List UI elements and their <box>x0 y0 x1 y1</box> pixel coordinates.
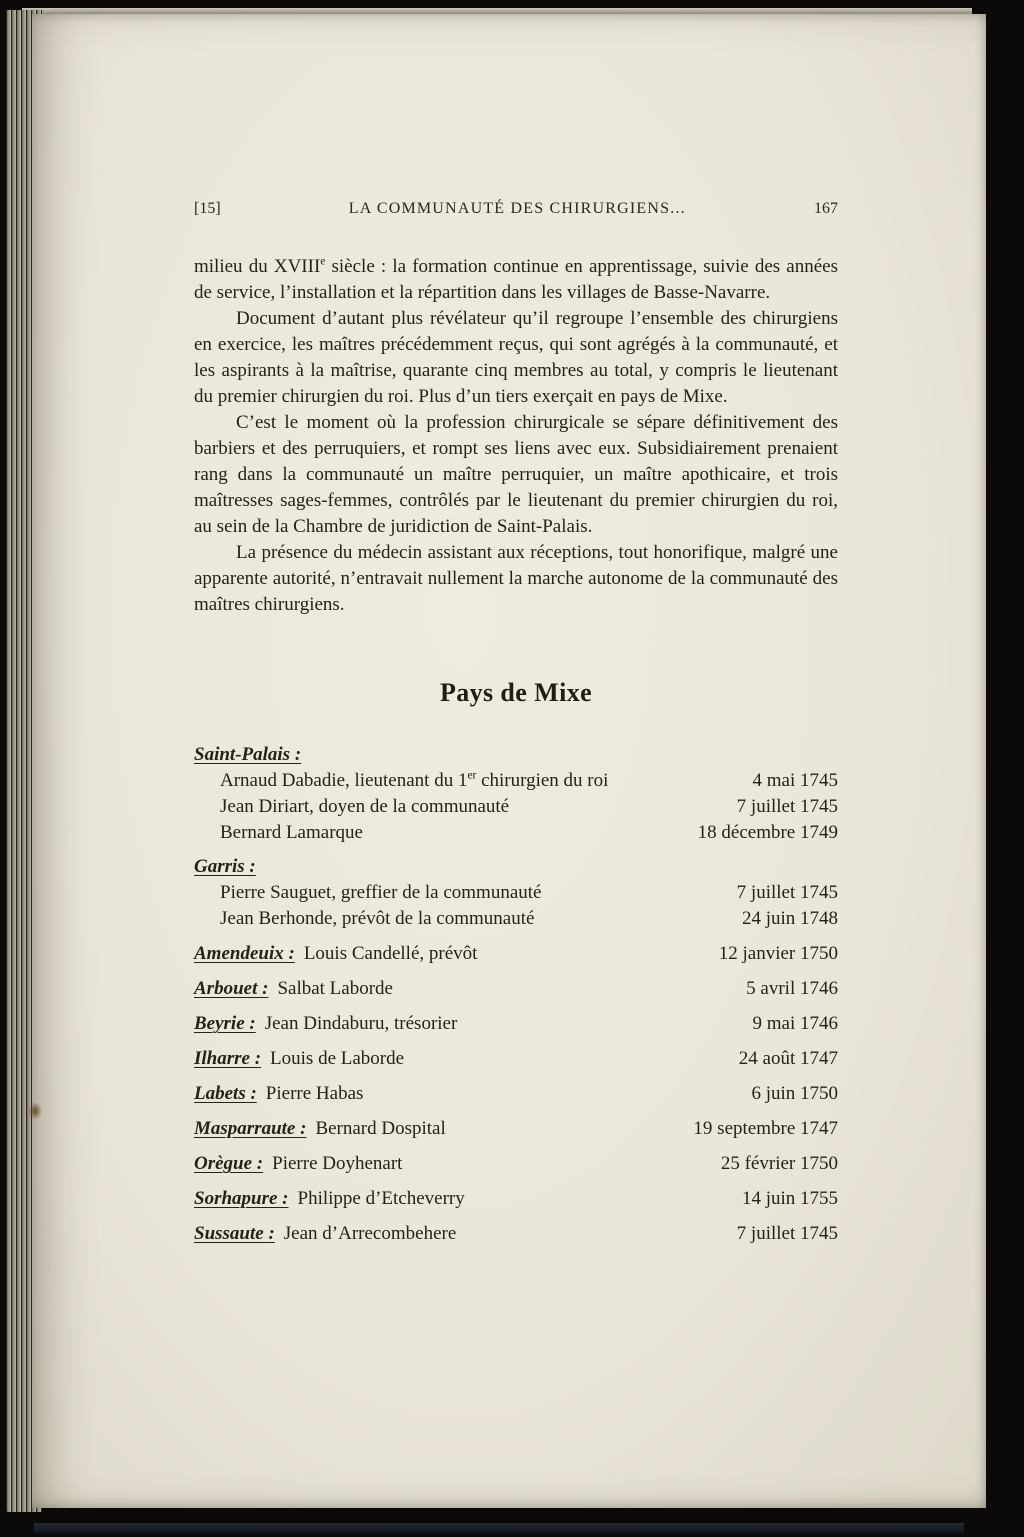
person-name <box>194 768 741 794</box>
place-label: Arbouet : <box>194 978 269 999</box>
person-name: Philippe d’Etcheverry <box>297 1188 465 1209</box>
reception-date: 19 septembre 1747 <box>693 1118 838 1139</box>
reception-date: 24 août 1747 <box>738 1048 838 1069</box>
place-label: Amendeuix : <box>194 943 295 964</box>
person-name: Salbat Laborde <box>277 978 393 999</box>
book-page <box>32 14 986 1508</box>
list-item <box>194 768 838 794</box>
person-name: Jean Diriart, doyen de la communauté <box>220 796 510 817</box>
superscript-e: e <box>320 255 326 268</box>
person-name: Pierre Sauguet, greffier de la communauté <box>220 882 542 903</box>
person-name: Louis Candellé, prévôt <box>303 943 478 964</box>
place-label: Beyrie : <box>194 1013 256 1034</box>
reception-date: 5 avril 1746 <box>746 978 838 999</box>
list-item <box>194 880 838 906</box>
person-name: Bernard Dospital <box>315 1118 446 1139</box>
running-head-title: LA COMMUNAUTÉ DES CHIRURGIENS... <box>348 200 686 217</box>
person-name: Bernard Lamarque <box>220 822 363 843</box>
surgeons-list <box>194 742 838 1247</box>
reception-date: 6 juin 1750 <box>751 1083 838 1104</box>
person-name: Louis de Laborde <box>270 1048 405 1069</box>
place-label: Ilharre : <box>194 1048 262 1069</box>
book-cover-edge <box>34 1523 964 1533</box>
list-item <box>194 1081 838 1107</box>
list-item <box>194 1186 838 1212</box>
page-stain <box>28 1102 42 1120</box>
person-name: Pierre Habas <box>265 1083 364 1104</box>
reception-date: 12 janvier 1750 <box>718 943 838 964</box>
reception-date: 7 juillet 1745 <box>736 1223 838 1244</box>
list-item <box>194 1046 838 1072</box>
chapter-bracket-number: [15] <box>194 200 221 217</box>
list-item <box>194 1011 838 1037</box>
paragraph-4: La présence du médecin assistant aux réceptions, tout honorifique, malgré une apparente autorité, n’entravait nullement la marche autonome de la communauté des maîtres chirurgiens. <box>194 542 838 615</box>
reception-date: 24 juin 1748 <box>741 908 838 929</box>
section-title: Pays de Mixe <box>439 678 593 707</box>
place-label: Orègue : <box>194 1153 264 1174</box>
place-label: Masparraute : <box>194 1118 307 1139</box>
list-item <box>194 1116 838 1142</box>
paragraph-3: C’est le moment où la profession chirurgicale se sépare définitivement des barbiers et des perruquiers, et rompt ses liens avec eux. Subsidiairement prenaient rang dans la communauté un maître perruquier, un maître apothicaire, et trois maîtresses sages-femmes, contrôlés par le lieutenant du premier chirurgien du roi, au sein de la Chambre de juridiction de Saint-Palais. <box>194 412 838 537</box>
list-item <box>194 906 838 932</box>
place-label: Sussaute : <box>194 1223 275 1244</box>
page-number: 167 <box>814 200 838 217</box>
person-name: Jean Berhonde, prévôt de la communauté <box>220 908 535 929</box>
person-name-text: Arnaud Dabadie, lieutenant du 1 <box>220 770 468 791</box>
person-name: Jean d’Arrecombehere <box>283 1223 457 1244</box>
paragraph-1-text: milieu du XVIII <box>194 256 321 277</box>
list-item <box>194 1221 838 1247</box>
list-item <box>194 941 838 967</box>
person-name-text-cont: chirurgien du roi <box>476 770 609 791</box>
place-label: Labets : <box>194 1083 257 1104</box>
paragraph-1 <box>194 254 838 306</box>
list-item <box>194 1151 838 1177</box>
person-name: Jean Dindaburu, trésorier <box>264 1013 458 1034</box>
list-item <box>194 820 838 846</box>
person-name: Pierre Doyhenart <box>272 1153 403 1174</box>
place-heading-garris <box>194 854 838 880</box>
place-label: Sorhapure : <box>194 1188 289 1209</box>
place-heading-saint-palais <box>194 742 838 768</box>
list-item <box>194 976 838 1002</box>
place-label: Garris : <box>194 856 256 877</box>
place-label: Saint-Palais : <box>194 744 302 765</box>
reception-date: 7 juillet 1745 <box>736 796 838 817</box>
reception-date: 14 juin 1755 <box>741 1188 838 1209</box>
reception-date: 7 juillet 1745 <box>736 882 838 903</box>
reception-date: 18 décembre 1749 <box>697 822 838 843</box>
page-content <box>194 200 838 1247</box>
body-text <box>194 254 838 618</box>
reception-date: 9 mai 1746 <box>752 1013 838 1034</box>
reception-date: 4 mai 1745 <box>752 770 838 791</box>
paragraph-1-text-cont: siècle : la formation continue en apprentissage, suivie des années de service, l’installation et la répartition dans les villages de Basse-Navarre. <box>194 256 838 303</box>
reception-date: 25 février 1750 <box>720 1153 838 1174</box>
running-head <box>194 200 838 218</box>
superscript-er: er <box>467 769 477 782</box>
list-item <box>194 794 838 820</box>
paragraph-2: Document d’autant plus révélateur qu’il regroupe l’ensemble des chirurgiens en exercice, les maîtres précédemment reçus, qui sont agrégés à la communauté, et les aspirants à la maîtrise, quarante cinq membres au total, y compris le lieutenant du premier chirurgien du roi. Plus d’un tiers exerçait en pays de Mixe. <box>194 308 838 407</box>
